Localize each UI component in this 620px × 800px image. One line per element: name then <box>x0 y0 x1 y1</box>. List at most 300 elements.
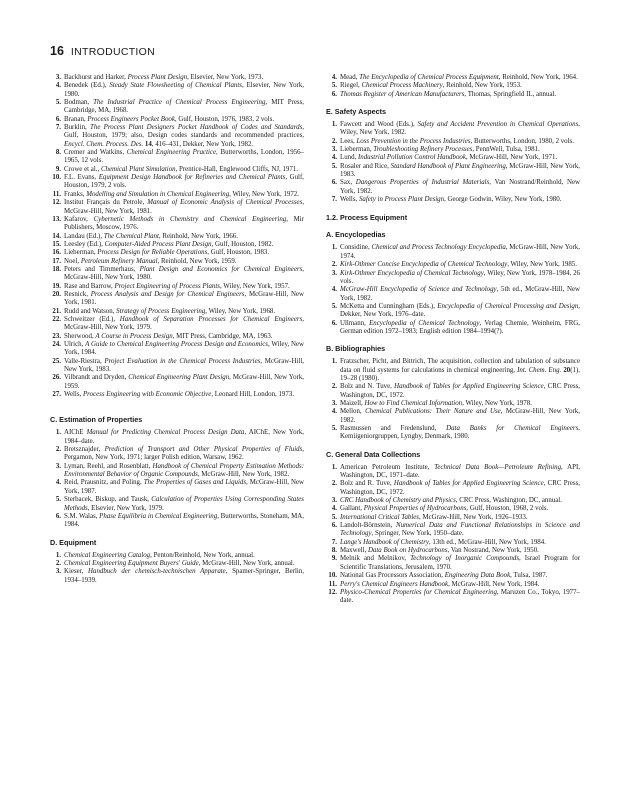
reference-text-run: , Gulf, Houston, 1976, 1983, 2 vols. <box>174 115 275 123</box>
reference-text <box>340 286 580 303</box>
reference-text <box>64 249 304 257</box>
reference-text-run: (1), 19–28 (1980). <box>340 366 580 382</box>
reference-title: Calculation of Properties Using Corresponding States Methods <box>64 496 304 512</box>
reference-text-run: Landau (Ed.), <box>64 232 104 240</box>
reference-number: 1. <box>331 244 337 252</box>
reference-number: 9. <box>55 165 61 173</box>
reference-title: Cybernetic Methods in Chemistry and Chemical Engineering <box>93 215 287 223</box>
reference-title: Handbook of Tables for Applied Engineering Science <box>393 480 544 488</box>
reference-list <box>50 552 304 585</box>
reference-entry <box>326 179 580 196</box>
reference-entry <box>50 266 304 283</box>
page-number: 16 <box>50 44 64 58</box>
reference-text-run: , Gulf, Houston, 1982. <box>211 240 274 248</box>
reference-title: Standard Handbook of Plant Engineering <box>390 162 506 170</box>
reference-title: Kirk-Othmer Concise Encyclopedia of Chemical Technology <box>340 261 508 269</box>
reference-text-run: Rosaler and Rice, <box>340 162 391 170</box>
reference-volume: 14 <box>144 140 152 148</box>
reference-entry <box>50 496 304 513</box>
reference-title: Encyclopedia of Chemical Technology <box>369 319 480 327</box>
reference-number: 5. <box>331 302 337 310</box>
reference-text <box>340 261 580 269</box>
reference-number: 11. <box>52 190 61 198</box>
reference-entry <box>326 555 580 572</box>
reference-text-run: , CRC Press, Washington, DC, 1972. <box>340 383 580 399</box>
reference-entry <box>50 116 304 124</box>
reference-text-run: , Elsevier, New York, 1973. <box>187 74 264 81</box>
reference-entry <box>326 146 580 154</box>
reference-text <box>340 581 580 589</box>
reference-list <box>50 429 304 529</box>
section-heading: D. Equipment <box>50 537 97 547</box>
reference-number: 5. <box>55 99 61 107</box>
section-heading: B. Bibliographies <box>326 344 386 354</box>
reference-text <box>340 270 580 287</box>
reference-title: Numerical Data and Functional Relationships in Science and Technology <box>340 522 581 538</box>
reference-text-run: , AIChE, New York, 1984–date. <box>64 429 304 445</box>
reference-number: 4. <box>331 505 337 513</box>
reference-entry <box>50 241 304 249</box>
reference-title: Plant Design and Economics for Chemical Engineers <box>139 265 303 273</box>
reference-text <box>64 446 304 463</box>
reference-text-run: , Pergamon, New York, 1971; larger Polish edition, Warsaw, 1962. <box>64 446 304 462</box>
reference-text <box>64 479 304 496</box>
reference-entry <box>50 191 304 199</box>
reference-text-run: , Dekker, New York, 1976–date. <box>340 302 580 319</box>
running-title: INTRODUCTION <box>70 46 155 58</box>
reference-text-run: Crowe et al., <box>64 165 101 173</box>
reference-number: 25. <box>52 357 61 365</box>
reference-text <box>64 552 304 560</box>
reference-volume: 20 <box>563 366 571 374</box>
reference-text-run: Rudd and Watson, <box>64 307 117 315</box>
reference-title: Prediction of Transport and Other Physical Properties of Fluids <box>104 446 303 454</box>
reference-text-run: F.L. Evans, <box>64 174 99 182</box>
reference-text-run: , Prentice-Hall, Englewood Cliffs, NJ, 1971. <box>175 165 298 173</box>
reference-text-run: Lees, <box>340 137 357 145</box>
reference-text-run: , George Godwin, Wiley, New York, 1980. <box>444 196 562 204</box>
reference-title: Dangerous Properties of Industrial Materials <box>355 179 490 187</box>
reference-title: Troubleshooting Refinery Processes <box>373 146 473 154</box>
reference-text <box>64 241 304 249</box>
reference-text <box>64 333 304 341</box>
reference-title: Safety and Accident Prevention in Chemical Operations <box>417 121 579 129</box>
reference-title: Petroleum Refinery Manual <box>80 257 158 265</box>
reference-text <box>340 383 580 400</box>
reference-text-run: Peters and Timmerhaus, <box>64 265 140 273</box>
reference-number: 23. <box>52 332 61 340</box>
reference-entry <box>50 463 304 480</box>
reference-text-run: Maxwell, <box>340 547 368 555</box>
reference-entry <box>326 358 580 383</box>
reference-title: Process Engineering with Economic Objective <box>82 391 212 399</box>
reference-title: Equipment Design Handbook for Refineries and Chemical Plants <box>98 174 286 182</box>
reference-number: 2. <box>55 446 61 454</box>
reference-number: 14. <box>52 232 61 240</box>
reference-text <box>64 374 304 391</box>
reference-text-run: , McGraw-Hill, New York, 1981. <box>64 290 304 307</box>
reference-text-run: Landolt-Börnstein, <box>340 522 397 530</box>
reference-text-run: , MIT Press, Cambridge, MA, 1968. <box>64 99 304 115</box>
reference-text-run: , CRC Press, Washington, DC, 1972. <box>340 480 580 496</box>
reference-entry <box>326 74 580 82</box>
reference-text-run: , Thomas, Springfield IL, annual. <box>464 90 557 98</box>
reference-entry <box>326 589 580 606</box>
reference-entry <box>326 400 580 408</box>
reference-text-run: , Israel Program for Scientific Translations, Jerusalem, 1970. <box>340 555 580 571</box>
reference-text-run: , McGraw-Hill, New York, 1980. <box>64 265 305 282</box>
reference-text-run: , Van Nostrand/Reinhold, New York, 1982. <box>340 179 580 195</box>
reference-list <box>50 74 304 399</box>
reference-text-run: , 5th ed., McGraw-Hill, New York, 1982. <box>340 286 580 302</box>
reference-title: Handbook of Chemical Property Estimation Methods: Environmental Behavior of Organic Compounds <box>64 462 304 479</box>
reference-text-run: Rasmussen and Fredenslund, <box>340 425 447 432</box>
reference-entry <box>50 233 304 241</box>
reference-number: 6. <box>55 115 61 123</box>
reference-text <box>64 513 304 530</box>
reference-entry <box>50 124 304 149</box>
reference-title: Int. Chem. Eng. <box>517 366 562 374</box>
reference-title: Technology of Inorganic Compounds <box>410 555 520 563</box>
reference-text-run: Noel, <box>64 257 81 265</box>
reference-text-run: Fratzscher, Picht, and Bittrich, The acquisition, collection and tabulation of substance data on fluid systems for calculations in chemical engineering, <box>340 358 580 374</box>
reference-number: 4. <box>331 408 337 416</box>
reference-text <box>340 464 580 481</box>
section-heading: C. General Data Collections <box>326 449 421 459</box>
reference-text-run: , Reinhold, New York, 1959. <box>157 257 237 265</box>
reference-text <box>64 74 304 82</box>
reference-number: 4. <box>331 74 337 81</box>
reference-text-run: Leesley (Ed.), <box>64 240 105 248</box>
reference-number: 5. <box>331 425 337 432</box>
reference-text <box>340 82 580 90</box>
reference-text <box>340 138 580 146</box>
right-column <box>326 74 580 606</box>
reference-entry <box>326 408 580 425</box>
reference-text-run: Mellon, <box>340 408 366 416</box>
reference-title: Safety in Process Plant Design <box>358 196 445 204</box>
reference-text-run: American Petroleum Institute, <box>340 463 435 471</box>
reference-text-run: , API, Washington, DC, 1971–date. <box>340 463 581 480</box>
reference-text <box>340 522 580 539</box>
reference-entry <box>326 425 580 442</box>
reference-title: Thomas Register of American Manufacturers <box>340 90 465 98</box>
reference-list <box>326 464 580 606</box>
reference-text-run: , Gulf, Houston, 1968, 2 vols. <box>466 505 549 513</box>
reference-title: Encycl. Chem. Process. Des. <box>64 140 144 148</box>
left-column <box>50 74 304 606</box>
reference-title: Handbuch der chemisch-technischen Apparate <box>88 568 226 576</box>
reference-text-run: , Wiley, New York, 1985. <box>507 261 577 269</box>
reference-number: 1. <box>331 358 337 366</box>
reference-text <box>64 463 304 480</box>
reference-text <box>340 539 580 547</box>
reference-title: Chemical Engineering Plant Design <box>128 374 230 382</box>
reference-number: 5. <box>331 513 337 521</box>
reference-number: 27. <box>52 391 61 399</box>
reference-text-run: , Van Nostrand, New York, 1950. <box>447 547 539 555</box>
reference-text-run: , Reinhold, New York, 1964. <box>498 74 578 81</box>
reference-text <box>340 303 580 320</box>
reference-entry <box>50 216 304 233</box>
reference-title: Manual of Economic Analysis of Chemical Processes <box>147 199 303 207</box>
columns <box>50 74 580 606</box>
reference-title: Lange's Handbook of Chemistry <box>340 538 429 546</box>
reference-entry <box>326 497 580 505</box>
reference-number: 22. <box>52 315 61 323</box>
reference-text-run: National Gas Processors Association, <box>340 572 445 580</box>
reference-text <box>340 121 580 138</box>
reference-title: How to Find Chemical Information <box>364 399 463 407</box>
reference-text-run: Wells, <box>340 196 359 204</box>
reference-text-run: , Wiley, New York, 1982. <box>340 121 581 137</box>
reference-text-run: , Butterworths, Stoneham, MA, 1984. <box>64 512 304 529</box>
reference-text <box>340 74 580 82</box>
reference-text <box>340 572 580 580</box>
reference-text <box>64 266 304 283</box>
reference-text-run: , Reinhold, New York, 1966. <box>158 232 238 240</box>
reference-text-run: Considine, <box>340 244 372 252</box>
reference-title: McGraw-Hill Encyclopedia of Science and Technology <box>340 286 497 294</box>
reference-text-run: , Penton/Reinhold, New York, annual. <box>150 551 255 559</box>
reference-text <box>64 568 304 585</box>
reference-entry <box>326 270 580 287</box>
reference-entry <box>50 258 304 266</box>
reference-number: 1. <box>331 463 337 471</box>
reference-text <box>340 408 580 425</box>
reference-number: 12. <box>328 588 337 596</box>
reference-title: Perry's Chemical Engineers Handbook <box>340 580 449 588</box>
reference-text-run: Resnick, <box>64 290 91 298</box>
reference-text <box>64 496 304 513</box>
reference-title: Chemical Publications: Their Nature and Use <box>365 408 501 416</box>
reference-number: 12. <box>52 199 61 207</box>
reference-title: The Industrial Practice of Chemical Process Engineering <box>93 99 266 107</box>
reference-text <box>64 199 304 216</box>
reference-text-run: , Gulf, Houston, 1983. <box>207 249 270 257</box>
reference-entry <box>326 303 580 320</box>
reference-text-run: Backhurst and Harker, <box>64 74 128 81</box>
reference-text-run: Lieberman, <box>64 249 98 257</box>
reference-title: Loss Prevention in the Process Industries <box>356 137 471 145</box>
reference-title: Process Analysis and Design for Chemical Engineers <box>90 290 245 298</box>
reference-text-run: Sterbacek, Biskup, and Tausk, <box>64 496 152 504</box>
reference-entry <box>50 166 304 174</box>
reference-text <box>340 358 580 383</box>
reference-entry <box>326 121 580 138</box>
reference-entry <box>326 572 580 580</box>
reference-entry <box>326 154 580 162</box>
reference-title: Manual for Predicting Chemical Process Design Data <box>86 429 245 437</box>
reference-title: Computer-Aided Process Plant Design <box>104 240 212 248</box>
reference-text-run: McKetta and Cunningham (Eds.), <box>340 302 438 310</box>
reference-entry <box>50 283 304 291</box>
reference-title: Data Book on Hydrocarbons <box>367 547 448 555</box>
reference-text-run: , Butterworths, London, 1980, 2 vols. <box>470 137 574 145</box>
reference-number: 3. <box>331 399 337 407</box>
reference-text-run: , Wiley, New York, 1968. <box>205 307 276 315</box>
reference-text <box>64 316 304 333</box>
reference-text-run: Mead, <box>340 74 360 81</box>
reference-text <box>340 163 580 180</box>
reference-text-run: , Mir Publishers, Moscow, 1976. <box>64 215 304 232</box>
reference-text-run: Valle-Riestra, <box>64 357 105 365</box>
reference-number: 7. <box>55 124 61 132</box>
reference-text-run: Gallant, <box>340 505 364 513</box>
reference-entry <box>50 316 304 333</box>
reference-text-run: Franks, <box>64 190 87 198</box>
reference-entry <box>50 374 304 391</box>
reference-title: Project Engineering of Process Plants <box>114 282 220 290</box>
reference-number: 10. <box>328 572 337 580</box>
reference-entry <box>50 149 304 166</box>
reference-title: A Guide to Chemical Engineering Process Design and Economics <box>85 341 268 348</box>
reference-number: 3. <box>331 146 337 154</box>
reference-text-run: , 416–431, Dekker, New York, 1982. <box>151 140 254 148</box>
reference-text <box>340 320 580 337</box>
reference-entry <box>326 514 580 522</box>
reference-entry <box>50 333 304 341</box>
reference-text <box>340 179 580 196</box>
reference-title: Process Design for Reliable Operations <box>97 249 208 257</box>
reference-text <box>64 124 304 149</box>
reference-entry <box>326 91 580 99</box>
reference-text <box>340 425 580 442</box>
reference-number: 2. <box>331 383 337 391</box>
reference-entry <box>50 74 304 82</box>
reference-number: 4. <box>331 154 337 162</box>
reference-title: The Chemical Plant <box>103 232 159 240</box>
reference-entry <box>326 505 580 513</box>
reference-text-run: Branan, <box>64 115 88 123</box>
reference-title: Chemical Engineering Practice <box>126 149 217 157</box>
reference-text-run: Lund, <box>340 154 358 162</box>
reference-text-run: , Tulsa, 1987. <box>510 572 548 580</box>
reference-number: 3. <box>55 462 61 470</box>
reference-number: 4. <box>331 286 337 294</box>
reference-text <box>340 91 580 99</box>
reference-text-run: , McGraw-Hill, New York, 1974. <box>340 244 580 260</box>
reference-text-run: Lyman, Reehl, and Rosenblatt, <box>64 462 153 470</box>
page-header <box>50 44 580 58</box>
reference-text-run: , McGraw-Hill, New York, 1987. <box>64 479 304 495</box>
reference-number: 3. <box>331 269 337 277</box>
reference-entry <box>326 82 580 90</box>
reference-number: 24. <box>52 341 61 348</box>
reference-text <box>64 283 304 291</box>
reference-text-run: S.M. Walas, <box>64 512 100 520</box>
reference-number: 6. <box>331 522 337 530</box>
reference-text <box>64 341 304 358</box>
reference-text <box>64 216 304 233</box>
reference-number: 16. <box>52 249 61 257</box>
reference-entry <box>326 383 580 400</box>
reference-title: Handbook of Tables for Applied Engineering Science <box>394 383 544 391</box>
reference-title: CRC Handbook of Chemistry and Physics <box>340 497 456 505</box>
reference-title: Chemical Plant Simulation <box>100 165 176 173</box>
reference-text <box>340 154 580 162</box>
reference-entry <box>50 291 304 308</box>
reference-list <box>326 74 580 99</box>
reference-text-run: , McGraw-Hill, New York, 1979. <box>64 315 304 332</box>
reference-entry <box>50 560 304 568</box>
reference-title: Process Plant Design <box>127 74 188 81</box>
reference-number: 20. <box>52 290 61 298</box>
reference-entry <box>326 522 580 539</box>
reference-number: 2. <box>331 480 337 488</box>
reference-text-run: Riegel, <box>340 82 362 90</box>
reference-text <box>340 547 580 555</box>
reference-title: Chemical and Process Technology Encyclopedia <box>371 244 506 252</box>
reference-text <box>340 555 580 572</box>
reference-text <box>340 400 580 408</box>
reference-title: International Critical Tables <box>340 513 419 521</box>
reference-text-run: AIChE <box>64 429 87 437</box>
reference-text-run: , Spamer-Springer, Berlin, 1934–1939. <box>64 568 304 584</box>
reference-text-run: Rase and Barrow, <box>64 282 115 290</box>
reference-text-run: , McGraw-Hill, New York, 1983. <box>340 162 580 179</box>
reference-text-run: , Leonard Hill, London, 1973. <box>211 391 294 399</box>
reference-number: 6. <box>331 179 337 187</box>
reference-title: Process Engineers Pocket Book <box>87 115 175 123</box>
reference-number: 4. <box>55 479 61 487</box>
reference-entry <box>326 196 580 204</box>
reference-number: 2. <box>331 261 337 269</box>
section-heading: A. Encyclopedias <box>326 230 386 240</box>
reference-text-run: , Maruzen Co., Tokyo, 1977–date. <box>340 588 580 605</box>
reference-title: Physical Properties of Hydrocarbons <box>363 505 467 513</box>
reference-text-run: , McGraw-Hill, New York, 1984. <box>448 580 540 588</box>
reference-text-run: , Wiley, New York, 1984. <box>64 341 304 357</box>
reference-title: Chemical Engineering Catalog <box>64 551 151 559</box>
section-heading: E. Safety Aspects <box>326 107 387 117</box>
reference-title: Chemical Process Machinery <box>361 82 443 90</box>
reference-text <box>64 191 304 199</box>
reference-number: 15. <box>52 240 61 248</box>
reference-number: 6. <box>55 512 61 520</box>
reference-entry <box>50 308 304 316</box>
reference-text <box>64 258 304 266</box>
reference-entry <box>50 199 304 216</box>
reference-entry <box>50 568 304 585</box>
reference-text-run: Benedek (Ed.), <box>64 82 110 90</box>
reference-text-run: , McGraw-Hill, New York, 1981. <box>64 199 304 215</box>
reference-text-run: , McGraw-Hill, New York, 1959. <box>64 374 304 390</box>
reference-text-run: Burklin, <box>64 124 91 132</box>
reference-number: 9. <box>331 555 337 563</box>
reference-number: 6. <box>331 319 337 327</box>
reference-text <box>340 497 580 505</box>
reference-number: 2. <box>331 137 337 145</box>
reference-text <box>64 99 304 116</box>
reference-title: The Encyclopedia of Chemical Process Equipment <box>359 74 499 81</box>
reference-text <box>340 196 580 204</box>
reference-number: 4. <box>55 82 61 90</box>
reference-text-run: Kafarov, <box>64 215 94 223</box>
reference-entry <box>326 464 580 481</box>
reference-text-run: , CRC Press, Washington, DC, annual. <box>455 497 562 505</box>
reference-text-run: , McGraw-Hill, New York, 1983. <box>64 357 304 374</box>
reference-title: Project Evaluation in the Chemical Process Industries <box>104 357 261 365</box>
reference-text-run: Bolz and R. Tuve, <box>340 480 394 488</box>
reference-text-run: Bolz and N. Tuve, <box>340 383 395 391</box>
reference-title: Physico-Chemical Properties for Chemical Engineering <box>340 588 497 596</box>
reference-entry <box>326 547 580 555</box>
reference-text-run: Vilbrandt and Dryden, <box>64 374 129 382</box>
reference-text-run: , PennWell, Tulsa, 1981. <box>472 146 540 154</box>
reference-entry <box>326 581 580 589</box>
reference-text-run: , McGraw-Hill, New York, 1982. <box>340 408 580 424</box>
